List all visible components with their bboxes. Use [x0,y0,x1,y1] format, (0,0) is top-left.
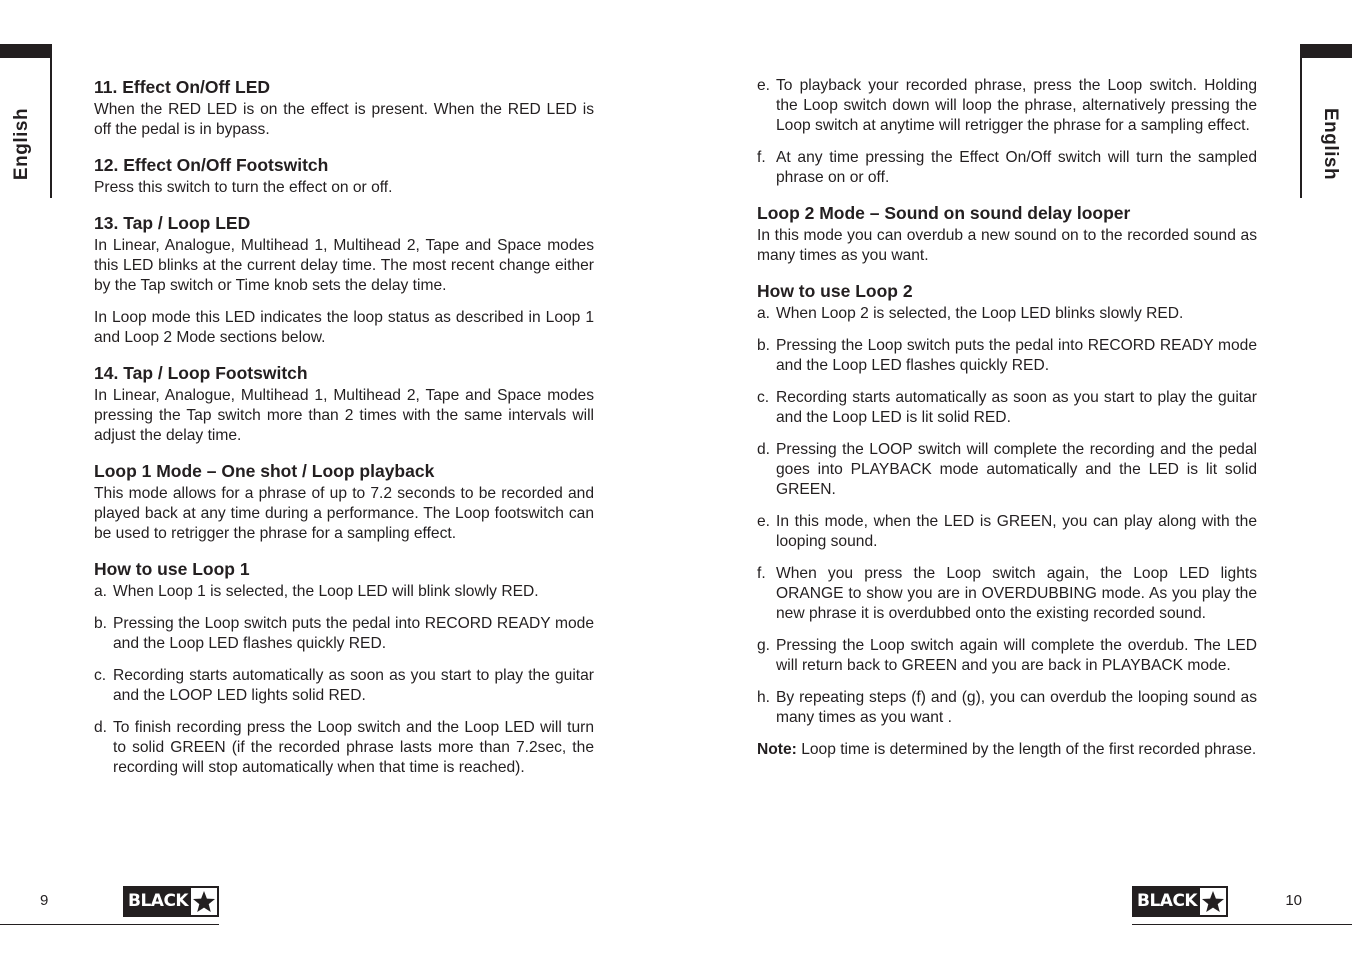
list-item [94,666,594,706]
language-tab [0,44,52,198]
list-marker: b. [757,337,771,354]
list-item [757,304,1257,324]
brand-logo [123,886,219,917]
section-heading: 13. Tap / Loop LED [94,213,251,233]
list-marker: g. [757,637,771,654]
list-marker: d. [94,719,108,736]
list-item [757,388,1257,428]
list-text: By repeating steps (f) and (g), you can overdub the looping sound as many times as you want . [776,689,1257,726]
list-text: To playback your recorded phrase, press the Loop switch. Holding the Loop switch down will loop the phrase, alternatively pressing the Loop switch at anytime will retrigger the phrase for a sampling effect. [776,77,1257,134]
note-label: Note: [757,741,797,758]
howto-heading: How to use Loop 1 [94,559,250,579]
section-paragraph: In Linear, Analogue, Multihead 1, Multihead 2, Tape and Space modes pressing the Tap switch more than 2 times with the same intervals will adjust the delay time. [94,387,594,444]
language-tab-label: English [11,107,32,181]
list-text: When you press the Loop switch again, the Loop LED lights ORANGE to show you are in OVERDUBBING mode. As you play the new phrase it is overdubbed onto the existing recorded sound. [776,565,1257,622]
howto-heading: How to use Loop 2 [757,281,913,301]
language-tab-label: English [1320,107,1341,181]
list-text: Pressing the Loop switch puts the pedal into RECORD READY mode and the Loop LED flashes quickly RED. [113,615,594,652]
section-paragraph: In Loop mode this LED indicates the loop status as described in Loop 1 and Loop 2 Mode sections below. [94,309,594,346]
section-heading: Loop 1 Mode – One shot / Loop playback [94,461,435,481]
page-number: 10 [1285,892,1302,909]
left-column [94,76,594,778]
list-item [757,148,1257,188]
list-marker: d. [757,441,771,458]
brand-logo [1132,886,1228,917]
list-item [757,336,1257,376]
section-paragraph: This mode allows for a phrase of up to 7.2 seconds to be recorded and played back at any time during a performance. The Loop footswitch can be used to retrigger the phrase for a sampling effect. [94,485,594,542]
list-marker: a. [757,305,771,322]
page-number: 9 [40,892,49,909]
list-text: Pressing the Loop switch again will complete the overdub. The LED will return back to GREEN and you are back in PLAYBACK mode. [776,637,1257,674]
list-marker: f. [757,565,766,582]
right-page [676,0,1352,954]
list-text: Pressing the LOOP switch will complete the recording and the pedal goes into PLAYBACK mode automatically and the LED is lit solid GREEN. [776,441,1257,498]
list-text: Recording starts automatically as soon as you start to play the guitar and the LOOP LED lights solid RED. [113,667,594,704]
list-text: When Loop 2 is selected, the Loop LED blinks slowly RED. [776,305,1184,322]
note-paragraph [757,740,1257,760]
star-icon [1200,888,1226,915]
brand-logo-text: BLACK [1134,888,1200,915]
section-heading: 11. Effect On/Off LED [94,77,270,97]
list-text: At any time pressing the Effect On/Off switch will turn the sampled phrase on or off. [776,149,1257,186]
list-marker: e. [757,77,771,94]
list-item [757,636,1257,676]
list-item [94,614,594,654]
brand-logo-text: BLACK [125,888,191,915]
star-icon [191,888,217,915]
list-marker: e. [757,513,771,530]
list-text: In this mode, when the LED is GREEN, you can play along with the looping sound. [776,513,1257,550]
footer-rule [1132,924,1352,925]
list-marker: c. [757,389,770,406]
list-item [757,76,1257,136]
list-marker: a. [94,583,108,600]
section-heading: 14. Tap / Loop Footswitch [94,363,308,383]
section-heading: Loop 2 Mode – Sound on sound delay looper [757,203,1131,223]
section-paragraph: When the RED LED is on the effect is present. When the RED LED is off the pedal is in bypass. [94,101,594,138]
list-item [757,564,1257,624]
list-marker: c. [94,667,107,684]
list-text: Pressing the Loop switch puts the pedal into RECORD READY mode and the Loop LED flashes quickly RED. [776,337,1257,374]
list-item [94,718,594,778]
list-item [757,688,1257,728]
list-text: Recording starts automatically as soon as you start to play the guitar and the Loop LED is lit solid RED. [776,389,1257,426]
list-item [757,512,1257,552]
language-tab [1300,44,1352,198]
section-paragraph: Press this switch to turn the effect on or off. [94,179,393,196]
list-marker: h. [757,689,771,706]
list-item [94,582,594,602]
footer-rule [0,924,219,925]
list-text: To finish recording press the Loop switch and the Loop LED will turn to solid GREEN (if the recorded phrase lasts more than 7.2sec, the recording will stop automatically when that time is reached). [113,719,594,776]
list-text: When Loop 1 is selected, the Loop LED will blink slowly RED. [113,583,539,600]
list-marker: f. [757,149,766,166]
list-marker: b. [94,615,108,632]
list-item [757,440,1257,500]
section-heading: 12. Effect On/Off Footswitch [94,155,329,175]
right-column [757,76,1257,760]
section-paragraph: In this mode you can overdub a new sound on to the recorded sound as many times as you want. [757,227,1257,264]
section-paragraph: In Linear, Analogue, Multihead 1, Multihead 2, Tape and Space modes this LED blinks at the current delay time. The most recent change either by the Tap switch or Time knob sets the delay time. [94,237,594,294]
note-text: Loop time is determined by the length of the first recorded phrase. [796,741,1257,758]
